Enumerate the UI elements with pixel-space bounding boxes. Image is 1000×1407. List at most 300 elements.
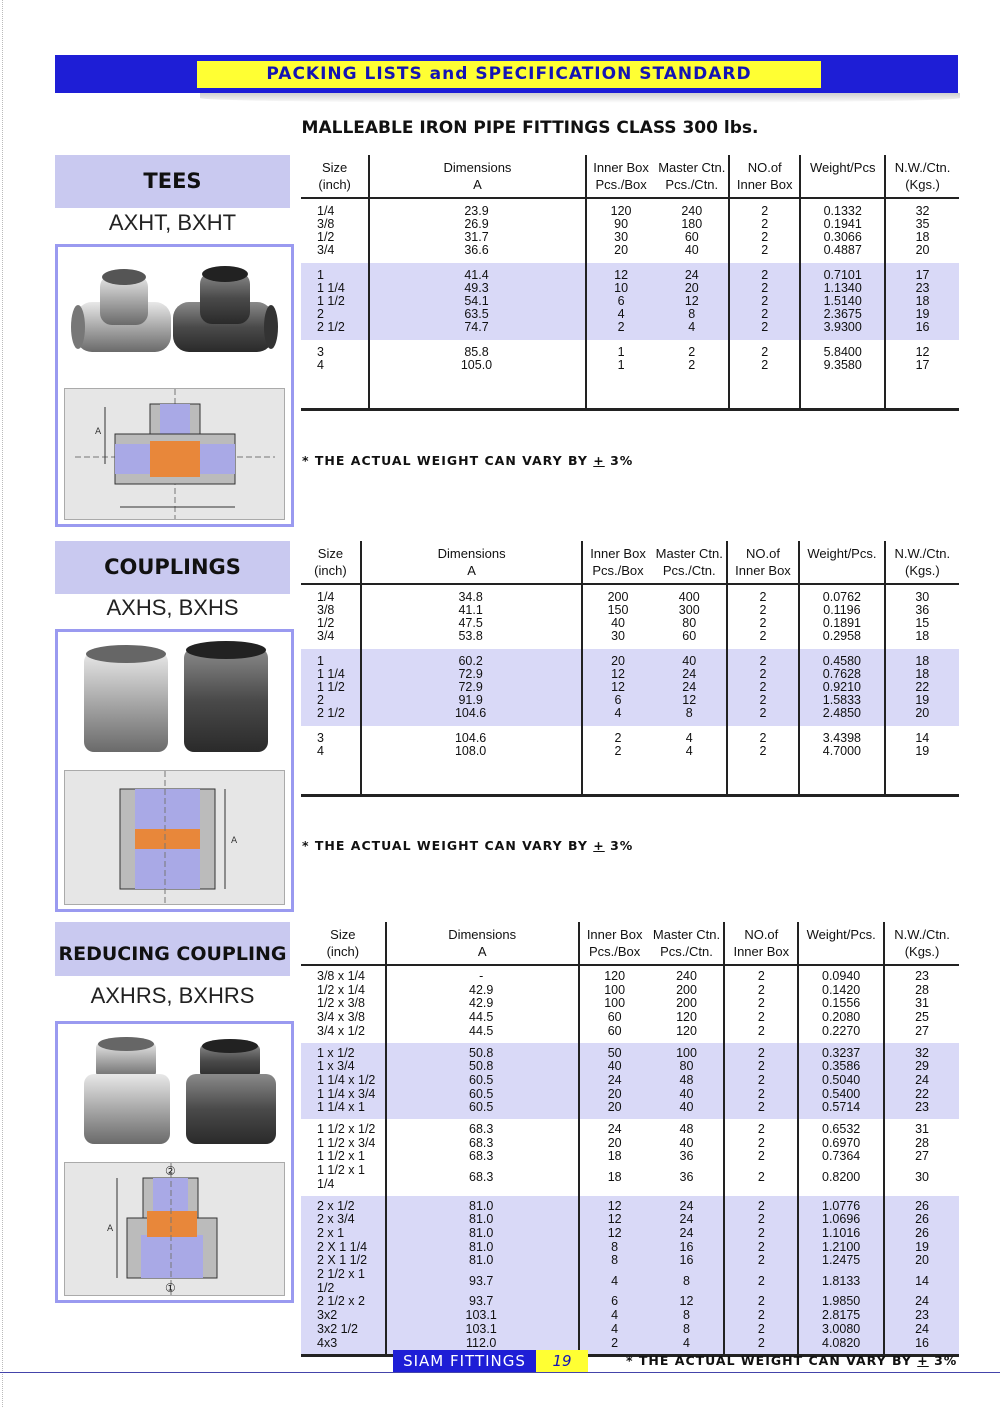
inner-box-cell: 4	[579, 1323, 650, 1337]
inner-box-cell: 120	[586, 205, 656, 218]
weight-cell: 5.8400	[800, 346, 885, 359]
weight-cell: 0.1891	[799, 617, 884, 630]
master-ctn-cell: 16	[650, 1241, 725, 1255]
net-weight-cell: 20	[884, 1254, 959, 1268]
tees-table: Size (inch) Dimensions A Inner Box Pcs./Box Master Ctn. Pcs./Ctn. NO.of Inner Box Weight/Pcs N.W./Ctn. (Kgs.) 1/4 23.9 120 240 2 0.1332 32 3/8 26.9 90 180 2 0.1941 35 1/2 31.7 30 60 2 0.3066 18 3/4 36.6 20 40 2 0.4887 20 1 41.4 12 24 2 0.7101 17 1 1/4 49.3 10 20 2 1.1340 23 1 1/2 54.1 6 12 2 1.5140 18 2 63.5 4 8 2 2.3675 19 2 1/2 74.7 2 4 2 3.9300 16 3 85.8 1 2 2 5.8400 12 4 105.0 1 2 2 9.3580 17	[301, 155, 959, 411]
dimension-cell: 60.2	[361, 655, 583, 668]
inner-box-count-cell: 2	[729, 308, 800, 321]
size-cell: 3	[317, 731, 324, 745]
size-cell: 1/2	[317, 230, 335, 244]
size-cell: 1 1/2	[301, 295, 369, 308]
size-cell: 1/4	[317, 590, 335, 604]
reducing-codes: AXHRS, BXHRS	[90, 983, 255, 1008]
size-cell: 1 1/4 x 3/4	[301, 1088, 386, 1102]
net-weight-cell: 23	[885, 282, 959, 295]
dimension-cell: 104.6	[361, 707, 583, 720]
size-cell: 3/4 x 3/8	[317, 1010, 365, 1025]
inner-box-cell: 6	[579, 1295, 650, 1309]
master-ctn-cell: 24	[650, 1213, 725, 1227]
inner-box-count-cell: 2	[724, 1213, 798, 1227]
inner-box-cell: 100	[579, 997, 650, 1011]
weight-cell: 1.5140	[800, 295, 885, 308]
net-weight-cell: 19	[885, 745, 959, 758]
table-end	[301, 764, 959, 796]
size-cell: 1 1/2 x 1/2	[317, 1122, 376, 1137]
dimension-cell: 42.9	[386, 997, 579, 1011]
size-cell: 2 1/2	[301, 321, 369, 334]
weight-cell: 0.7101	[800, 269, 885, 282]
dimension-cell: 103.1	[386, 1309, 579, 1323]
couplings-image-panel	[55, 629, 294, 912]
inner-box-count-cell: 2	[727, 630, 799, 643]
weight-cell: 1.2100	[798, 1241, 884, 1255]
table-row	[301, 1227, 959, 1241]
net-weight-cell: 26	[884, 1213, 959, 1227]
inner-box-cell: 90	[586, 218, 656, 231]
size-cell: 3/8	[317, 217, 335, 231]
inner-box-count-cell: 2	[727, 617, 799, 630]
dimension-cell: 36.6	[369, 244, 585, 257]
net-weight-cell: 18	[885, 668, 959, 681]
net-weight-cell: 18	[885, 295, 959, 308]
inner-box-count-cell: 2	[727, 604, 799, 617]
master-ctn-cell: 16	[650, 1254, 725, 1268]
inner-box-cell: 100	[579, 984, 650, 998]
inner-box-count-cell: 2	[724, 1137, 798, 1151]
dimension-cell: 34.8	[361, 591, 583, 604]
table-row	[301, 1101, 959, 1115]
inner-box-cell: 20	[586, 244, 656, 257]
master-ctn-cell: 8	[655, 308, 729, 321]
inner-box-cell: 6	[582, 694, 652, 707]
net-weight-cell: 20	[885, 707, 959, 720]
size-cell: 1 1/4	[301, 668, 361, 681]
size-cell: 1 1/2 x 1	[317, 1149, 365, 1164]
inner-box-count-cell: 2	[727, 707, 799, 720]
master-ctn-cell: 300	[678, 603, 700, 617]
dimension-cell: 23.9	[369, 205, 585, 218]
master-ctn-cell: 40	[653, 655, 727, 668]
dimension-cell: 63.5	[369, 308, 585, 321]
inner-box-cell: 18	[579, 1150, 650, 1164]
master-ctn-cell: 2	[688, 358, 696, 372]
inner-box-cell: 20	[579, 1088, 650, 1102]
master-ctn-cell: 12	[655, 295, 729, 308]
tees-weight-note: * THE ACTUAL WEIGHT CAN VARY BY + 3%	[302, 453, 634, 468]
size-cell: 3x2	[301, 1309, 386, 1323]
inner-box-count-cell: 2	[724, 1227, 798, 1241]
inner-box-count-cell: 2	[724, 1254, 798, 1268]
weight-cell: 0.3586	[798, 1060, 884, 1074]
master-ctn-cell: 80	[682, 616, 697, 630]
inner-box-cell: 8	[579, 1241, 650, 1255]
master-ctn-cell: 48	[679, 1122, 694, 1137]
weight-cell: 0.1196	[799, 604, 884, 617]
inner-box-count-cell: 2	[729, 359, 800, 372]
table-row	[301, 970, 959, 984]
inner-box-cell: 2	[582, 732, 652, 745]
master-ctn-cell: 200	[676, 996, 697, 1011]
net-weight-cell: 16	[885, 321, 959, 334]
table-row	[301, 1200, 959, 1214]
master-ctn-cell: 100	[650, 1047, 725, 1061]
dimension-cell: 112.0	[386, 1337, 579, 1351]
table-row	[301, 1295, 959, 1309]
net-weight-cell: 15	[885, 617, 959, 630]
master-ctn-cell: 40	[684, 243, 699, 257]
dimension-cell: 44.5	[386, 1011, 579, 1025]
inner-box-count-cell: 2	[724, 1123, 798, 1137]
inner-box-cell: 20	[579, 1101, 650, 1115]
size-cell: 2 1/2	[301, 707, 361, 720]
dimension-cell: 50.8	[386, 1047, 579, 1061]
dimension-cell: 44.5	[386, 1025, 579, 1039]
dimension-cell: 68.3	[386, 1137, 579, 1151]
net-weight-cell: 28	[884, 984, 959, 998]
dimension-cell: 41.4	[369, 269, 585, 282]
reducing-rows	[301, 965, 959, 1356]
table-row	[301, 1088, 959, 1102]
inner-box-cell: 4	[579, 1268, 650, 1295]
weight-cell: 3.9300	[800, 321, 885, 334]
master-ctn-cell: 4	[685, 744, 693, 758]
size-cell: 2 1/2 x 1 1/2	[301, 1268, 386, 1295]
size-cell: 1/2 x 1/4	[317, 982, 365, 997]
inner-box-count-cell: 2	[724, 997, 798, 1011]
table-row	[301, 1011, 959, 1025]
inner-box-cell: 1	[586, 346, 656, 359]
table-row	[301, 1164, 959, 1191]
weight-cell: 2.3675	[800, 308, 885, 321]
footer-brand: SIAM FITTINGS	[393, 1350, 536, 1372]
weight-cell: 0.3237	[798, 1047, 884, 1061]
inner-box-cell: 1	[586, 359, 656, 372]
couplings-diagram	[64, 770, 285, 905]
inner-box-cell: 120	[579, 970, 650, 984]
weight-cell: 0.2080	[798, 1011, 884, 1025]
master-ctn-cell: 20	[655, 282, 729, 295]
dimension-cell: 49.3	[369, 282, 585, 295]
master-ctn-cell: 8	[653, 707, 727, 720]
inner-box-count-cell: 2	[724, 1074, 798, 1088]
dimension-cell: 108.0	[361, 745, 583, 758]
weight-cell: 1.1016	[798, 1227, 884, 1241]
net-weight-cell: 22	[885, 681, 959, 694]
tees-dim-label: A	[95, 427, 102, 437]
inner-box-count-cell: 2	[727, 681, 799, 694]
size-cell: 3/4	[317, 629, 335, 643]
net-weight-cell: 23	[884, 1309, 959, 1323]
dimension-cell: 81.0	[386, 1254, 579, 1268]
dimension-cell: 68.3	[386, 1164, 579, 1191]
inner-box-count-cell: 2	[724, 1200, 798, 1214]
inner-box-cell: 10	[586, 282, 656, 295]
table-row	[301, 984, 959, 998]
inner-box-cell: 4	[586, 308, 656, 321]
table-row	[301, 1337, 959, 1351]
master-ctn-cell: 24	[655, 269, 729, 282]
inner-box-cell: 24	[579, 1074, 650, 1088]
inner-box-count-cell: 2	[724, 1025, 798, 1039]
dimension-cell: 47.5	[361, 617, 583, 630]
weight-cell: 0.5714	[798, 1101, 884, 1115]
weight-cell: 4.7000	[799, 745, 884, 758]
master-ctn-cell: 200	[676, 982, 697, 997]
inner-box-cell: 12	[586, 269, 656, 282]
table-row	[301, 1060, 959, 1074]
weight-cell: 0.0940	[798, 970, 884, 984]
weight-cell: 0.6532	[798, 1123, 884, 1137]
weight-cell: 0.7364	[798, 1150, 884, 1164]
inner-box-cell: 30	[582, 630, 652, 643]
tees-title: TEES	[55, 155, 290, 208]
table-row	[301, 244, 959, 257]
net-weight-cell: 32	[884, 1047, 959, 1061]
reducing-title: REDUCING COUPLING	[55, 922, 290, 976]
size-cell: 2	[301, 694, 361, 707]
inner-box-count-cell: 2	[729, 244, 800, 257]
size-cell: 2	[301, 308, 369, 321]
couplings-rows	[301, 584, 959, 796]
net-weight-cell: 18	[885, 630, 959, 643]
banner-shadow	[200, 93, 960, 103]
master-ctn-cell: 8	[650, 1268, 725, 1295]
dimension-cell: 54.1	[369, 295, 585, 308]
inner-box-cell: 60	[579, 1011, 650, 1025]
weight-cell: 1.0776	[798, 1200, 884, 1214]
couplings-photo	[58, 632, 291, 767]
net-weight-cell: 18	[885, 655, 959, 668]
inner-box-cell: 12	[582, 668, 652, 681]
net-weight-cell: 24	[884, 1074, 959, 1088]
master-ctn-cell: 40	[650, 1101, 725, 1115]
table-row	[301, 359, 959, 372]
net-weight-cell: 12	[885, 346, 959, 359]
size-cell: 1 1/2	[301, 681, 361, 694]
master-ctn-cell: 400	[678, 590, 700, 604]
size-cell: 2 X 1 1/4	[301, 1241, 386, 1255]
master-ctn-cell: 8	[650, 1323, 725, 1337]
size-cell: 3/4 x 1/2	[317, 1023, 365, 1038]
dimension-cell: 60.5	[386, 1101, 579, 1115]
master-ctn-cell: 2	[688, 345, 696, 359]
table-row	[301, 1047, 959, 1061]
dimension-cell: 50.8	[386, 1060, 579, 1074]
table-row	[301, 1268, 959, 1295]
inner-box-count-cell: 2	[724, 1309, 798, 1323]
dimension-cell: 68.3	[386, 1123, 579, 1137]
inner-box-cell: 2	[582, 745, 652, 758]
weight-cell: 1.0696	[798, 1213, 884, 1227]
dimension-cell: 60.5	[386, 1088, 579, 1102]
table-row	[301, 1123, 959, 1137]
table-row	[301, 997, 959, 1011]
reducing-image-panel	[55, 1021, 294, 1303]
net-weight-cell: 30	[885, 591, 959, 604]
couplings-codes: AXHS, BXHS	[106, 595, 239, 620]
net-weight-cell: 22	[884, 1088, 959, 1102]
weight-cell: 0.8200	[798, 1164, 884, 1191]
size-cell: 3/8 x 1/4	[317, 969, 365, 983]
net-weight-cell: 16	[884, 1337, 959, 1351]
table-row	[301, 1150, 959, 1164]
weight-cell: 0.1556	[798, 997, 884, 1011]
header-banner	[55, 55, 958, 93]
net-weight-cell: 17	[885, 269, 959, 282]
inner-box-cell: 150	[582, 604, 652, 617]
net-weight-cell: 31	[884, 997, 959, 1011]
inner-box-cell: 60	[579, 1025, 650, 1039]
size-cell: 1 1/4 x 1	[301, 1101, 386, 1115]
weight-cell: 0.3066	[800, 231, 885, 244]
reducing-marker-1: ①	[165, 1281, 176, 1295]
master-ctn-cell: 4	[655, 321, 729, 334]
dimension-cell: 93.7	[386, 1268, 579, 1295]
reducing-table: Size (inch) Dimensions A Inner Box Pcs./Box Master Ctn. Pcs./Ctn. NO.of Inner Box Weight/Pcs. N.W./Ctn. (Kgs.) 3/8 x 1/4 - 120 240 2 0.0940 23 1/2 x 1/4 42.9 100 200 2 0.1420 28 1/2 x 3/8 42.9 100 200 2 0.1556 31 3/4 x 3/8 44.5 60 120 2 0.2080 25 3/4 x 1/2 44.5 60 120 2 0.2270 27 1 x 1/2 50.8 50 100 2 0.3237 32 1 x 3/4 50.8 40 80 2 0.3586 29 1 1/4 x 1/2 60.5 24 48 2 0.5040 24 1 1/4 x 3/4 60.5 20 40 2 0.5400 22 1 1/4 x 1 60.5 20 40 2 0.5714 23 1 1/2 x 1/2 68.3 24 48 2 0.6532 31 1 1/2 x 3/4 68.3 20 40 2 0.6970 28 1 1/2 x 1 68.3 18 36 2 0.7364 27 1 1/2 x 1 1/4 68.3 18 36 2 0.8200 30 2 x 1/2 81.0 12 24 2 1.0776 26 2 x 3/4 81.0 12 24 2 1.0696 26 2 x 1 81.0 12 24 2 1.1016 26 2 X 1 1/4 81.0 8 16 2 1.2100 19 2 X 1 1/2 81.0 8 16 2 1.2475 20 2 1/2 x 1 1/2 93.7 4 8 2 1.8133 14 2 1/2 x 2 93.7 6 12 2 1.9850 24 3x2 103.1 4 8 2 2.8175 23 3x2 1/2 103.1 4 8 2 3.0080 24 4x3 112.0 2 4 2 4.0820 16	[301, 922, 959, 1357]
dimension-cell: -	[386, 970, 579, 984]
inner-box-count-cell: 2	[729, 321, 800, 334]
weight-cell: 2.4850	[799, 707, 884, 720]
table-row	[301, 745, 959, 758]
net-weight-cell: 23	[884, 970, 959, 984]
net-weight-cell: 25	[884, 1011, 959, 1025]
master-ctn-cell: 40	[679, 1135, 694, 1150]
tees-photo	[58, 247, 291, 382]
weight-cell: 1.1340	[800, 282, 885, 295]
dimension-cell: 81.0	[386, 1227, 579, 1241]
size-cell: 4	[317, 358, 324, 372]
footer-rule	[0, 1372, 1000, 1373]
net-weight-cell: 27	[884, 1150, 959, 1164]
dimension-cell: 81.0	[386, 1213, 579, 1227]
weight-cell: 1.8133	[798, 1268, 884, 1295]
size-cell: 1	[301, 269, 369, 282]
dimension-cell: 68.3	[386, 1150, 579, 1164]
net-weight-cell: 31	[884, 1123, 959, 1137]
size-cell: 3	[317, 345, 324, 359]
dimension-cell: 93.7	[386, 1295, 579, 1309]
weight-cell: 0.9210	[799, 681, 884, 694]
size-cell: 1 1/4 x 1/2	[301, 1074, 386, 1088]
weight-cell: 0.0762	[799, 591, 884, 604]
tees-diagram	[64, 388, 285, 520]
reducing-diagram	[64, 1162, 285, 1296]
inner-box-cell: 4	[579, 1309, 650, 1323]
inner-box-cell: 40	[579, 1060, 650, 1074]
weight-cell: 1.2475	[798, 1254, 884, 1268]
page-subtitle: MALLEABLE IRON PIPE FITTINGS CLASS 300 lbs.	[301, 118, 759, 138]
inner-box-cell: 18	[579, 1164, 650, 1191]
inner-box-count-cell: 2	[729, 346, 800, 359]
reducing-weight-note: * THE ACTUAL WEIGHT CAN VARY BY + 3%	[626, 1353, 958, 1368]
weight-cell: 0.1941	[800, 218, 885, 231]
net-weight-cell: 20	[885, 244, 959, 257]
size-cell: 1 1/2 x 1 1/4	[317, 1163, 365, 1191]
inner-box-cell: 50	[579, 1047, 650, 1061]
inner-box-count-cell: 2	[729, 218, 800, 231]
inner-box-cell: 200	[582, 591, 652, 604]
inner-box-count-cell: 2	[727, 655, 799, 668]
net-weight-cell: 18	[885, 231, 959, 244]
master-ctn-cell: 12	[650, 1295, 725, 1309]
table-row	[301, 1074, 959, 1088]
size-cell: 2 x 1	[301, 1227, 386, 1241]
dimension-cell: 72.9	[361, 681, 583, 694]
inner-box-count-cell: 2	[724, 1060, 798, 1074]
size-cell: 4	[317, 744, 324, 758]
master-ctn-cell: 4	[685, 731, 693, 745]
net-weight-cell: 17	[885, 359, 959, 372]
master-ctn-cell: 36	[679, 1169, 694, 1184]
master-ctn-cell: 24	[653, 668, 727, 681]
weight-cell: 0.4580	[799, 655, 884, 668]
weight-cell: 0.7628	[799, 668, 884, 681]
net-weight-cell: 36	[885, 604, 959, 617]
size-cell: 2 x 1/2	[301, 1200, 386, 1214]
dimension-cell: 91.9	[361, 694, 583, 707]
dimension-cell: 85.8	[369, 346, 585, 359]
size-cell: 1 1/4	[301, 282, 369, 295]
tees-image-panel	[55, 244, 294, 527]
table-row	[301, 1323, 959, 1337]
dimension-cell: 41.1	[361, 604, 583, 617]
couplings-table: Size (inch) Dimensions A Inner Box Pcs./Box Master Ctn. Pcs./Ctn. NO.of Inner Box Weight/Pcs. N.W./Ctn. (Kgs.) 1/4 34.8 200 400 2 0.0762 30 3/8 41.1 150 300 2 0.1196 36 1/2 47.5 40 80 2 0.1891 15 3/4 53.8 30 60 2 0.2958 18 1 60.2 20 40 2 0.4580 18 1 1/4 72.9 12 24 2 0.7628 18 1 1/2 72.9 12 24 2 0.9210 22 2 91.9 6 12 2 1.5833 19 2 1/2 104.6 4 8 2 2.4850 20 3 104.6 2 4 2 3.4398 14 4 108.0 2 4 2 4.7000 19	[301, 541, 959, 797]
dimension-cell: 104.6	[361, 732, 583, 745]
size-cell: 2 1/2 x 2	[301, 1295, 386, 1309]
size-cell: 1/2 x 3/8	[317, 996, 365, 1011]
dimension-cell: 103.1	[386, 1323, 579, 1337]
inner-box-count-cell: 2	[724, 1011, 798, 1025]
inner-box-count-cell: 2	[724, 1295, 798, 1309]
master-ctn-cell: 4	[650, 1337, 725, 1351]
inner-box-count-cell: 2	[724, 1101, 798, 1115]
dimension-cell: 53.8	[361, 630, 583, 643]
tees-codes: AXHT, BXHT	[108, 210, 237, 235]
table-row	[301, 1137, 959, 1151]
weight-cell: 0.2270	[798, 1025, 884, 1039]
master-ctn-cell: 60	[684, 230, 699, 244]
page-number: 19	[536, 1350, 588, 1372]
couplings-dim-label: A	[231, 836, 238, 846]
master-ctn-cell: 240	[681, 204, 703, 218]
net-weight-cell: 26	[884, 1200, 959, 1214]
dimension-cell: 60.5	[386, 1074, 579, 1088]
reducing-photo	[58, 1024, 291, 1159]
inner-box-count-cell: 2	[727, 694, 799, 707]
master-ctn-cell: 24	[653, 681, 727, 694]
inner-box-cell: 12	[582, 681, 652, 694]
weight-cell: 4.0820	[798, 1337, 884, 1351]
size-cell: 2 X 1 1/2	[301, 1254, 386, 1268]
tees-rows	[301, 198, 959, 410]
inner-box-count-cell: 2	[729, 282, 800, 295]
table-row	[301, 1213, 959, 1227]
weight-cell: 1.9850	[798, 1295, 884, 1309]
weight-cell: 1.5833	[799, 694, 884, 707]
inner-box-count-cell: 2	[727, 745, 799, 758]
inner-box-count-cell: 2	[724, 1047, 798, 1061]
size-cell: 1 1/2 x 3/4	[317, 1135, 376, 1150]
inner-box-count-cell: 2	[724, 984, 798, 998]
dimension-cell: 74.7	[369, 321, 585, 334]
net-weight-cell: 29	[884, 1060, 959, 1074]
couplings-weight-note: * THE ACTUAL WEIGHT CAN VARY BY + 3%	[302, 838, 634, 853]
banner-title: PACKING LISTS and SPECIFICATION STANDARD	[197, 61, 821, 88]
dimension-cell: 72.9	[361, 668, 583, 681]
net-weight-cell: 24	[884, 1323, 959, 1337]
master-ctn-cell: 24	[650, 1200, 725, 1214]
master-ctn-cell: 12	[653, 694, 727, 707]
